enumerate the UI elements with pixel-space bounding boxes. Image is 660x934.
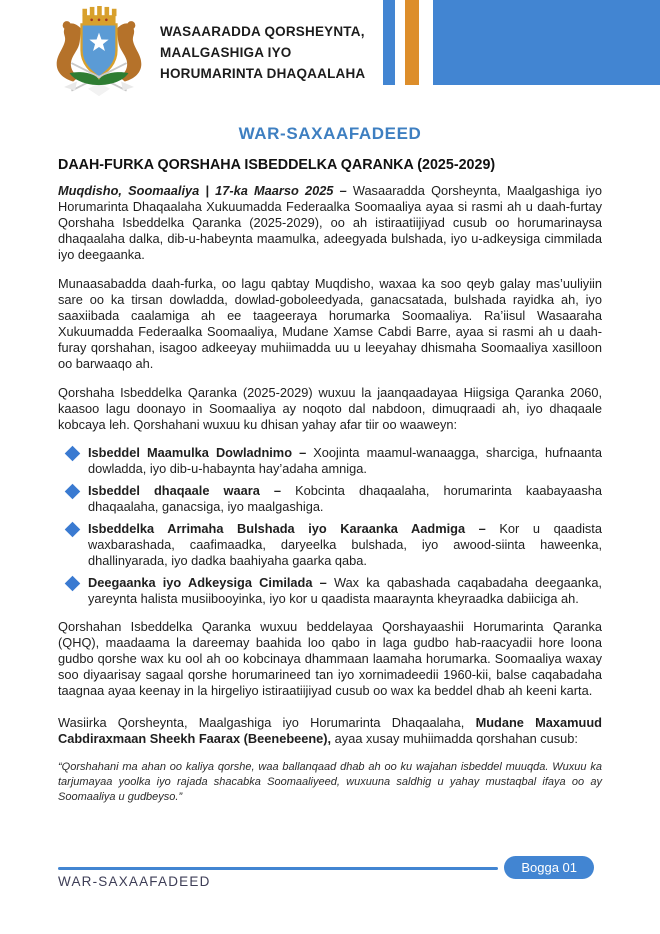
paragraph-vision: Qorshaha Isbeddelka Qaranka (2025-2029) wuxuu la jaanqaadayaa Hiigsiga Qaranka 2060, kaasoo lagu doonayo in Soomaaliya ay noqoto dal nabdoon, dimuqraadi ah, iyo dhaqaale kobcaya leh. Qorshahani wuxuu ku dhisan yahay afar tiir oo waaweyn: [58, 384, 602, 432]
minister-quote: “Qorshahani ma ahan oo kaliya qorshe, waa ballanqaad dhab ah oo ku wajahan isbeddel muuqda. Wuxuu ka tarjumayaa yoolka iyo rajada shacabka Soomaaliyeed, wuxuuna saldhig u yahay mustaqbal ifaya oo ay Soomaaliya u gudbeyso.” [58, 761, 602, 804]
ministry-line-3: HORUMARINTA DHAQAALAHA [160, 66, 366, 81]
paragraph-replacement: Qorshahan Isbeddelka Qaranka wuxuu beddelayaa Qorshayaashii Horumarinta Qaranka (QHQ), maadaama la dareemay baahida loo qabo in laga gudbo hab-raacyadii hore loona gudbo qorshe wax ku ool ah oo kobcinaya dhammaan laamaha horumarka. Soomaaliya waxay soo diyaarisay sagaal qorshe horumarineed tan iyo xornimadeedii 1960-kii, balse caqabadaha taagnaa ayaa keenay in la hirgeliyo istiraatiijiyad cusub oo wax ka beddel dhab ah keeni karta. [58, 619, 602, 699]
bullet-title: Isbeddel Maamulka Dowladnimo – [88, 445, 307, 461]
bullet-title: Deegaanka iyo Adkeysiga Cimilada – [88, 575, 327, 591]
paragraph-minister [58, 715, 602, 747]
footer-divider-line [58, 867, 498, 870]
header-accent-block-blue [433, 0, 660, 85]
footer-label: WAR-SAXAAFADEED [58, 874, 211, 889]
paragraph-ceremony: Munaasabadda daah-furka, oo lagu qabtay Muqdisho, waxaa ka soo qeyb galay mas’uuliyiin sare oo ka tirsan dowladda, dowlad-goboleedyada, ganacsatada, bulshada rayidka ah, iyo saaxiibada caalamiga ah ee taageeraya horumarka Soomaaliya. Ra’iisul Wasaaraha Xukuumadda Federaalka Soomaaliya, Mudane Xamse Cabdi Barre, ayaa si rasmi ah u daah-furay qorshahan, isagoo adkeeyay muhiimadda uu u leeyahay dhismaha Soomaaliya xasilloon oo barwaaqo ah. [58, 275, 602, 371]
bullet-body: Kobcinta dhaqaalaha, horumarinta kaabayaasha dhaqaalaha, ganacsiga, iyo maalgashiga. [88, 483, 602, 515]
diamond-bullet-icon [65, 446, 81, 462]
list-item [58, 483, 602, 515]
minister-name: Mudane Maxamuud Cabdiraxmaan Sheekh Faarax (Beenebeene), [58, 715, 602, 747]
crown [82, 6, 116, 23]
bullet-body: Kor u qaadista waxbarashada, caafimaadka, daryeelka bulshada, iyo awood-siinta haweenka, dhallinyarada, iyo dadka baahiyaha gaarka qaba. [88, 521, 602, 569]
diamond-bullet-icon [65, 522, 81, 538]
ministry-name [160, 21, 365, 84]
list-item [58, 445, 602, 477]
page-header [0, 0, 660, 100]
list-item [58, 521, 602, 569]
dateline-rest: Wasaaradda Qorsheynta, Maalgashiga iyo Horumarinta Dhaqaalaha Xukuumadda Federaalka Soomaaliya ayaa si rasmi ah u daah-furtay Qorshaha Isbeddelka Qaranka (2025-2029), oo ah istiraatiijiyad cusub oo horumarinaysa dhaqaalaha dalka, dib-u-habeynta maamulka, adeegyada bulshada, iyo u-adkeysiga cimmilada iyo deegaanka. [58, 183, 602, 262]
bullet-body: Xoojinta maamul-wanaagga, sharciga, hufnaanta dowladda, iyo dib-u-habaynta hay’adaha amniga. [88, 445, 602, 477]
diamond-bullet-icon [65, 576, 81, 592]
header-accent-bar-orange [405, 0, 419, 85]
list-item [58, 575, 602, 607]
document-body [58, 157, 602, 805]
ministry-line-1: WASAARADDA QORSHEYNTA, [160, 24, 365, 39]
paragraph-dateline [58, 183, 602, 263]
bullet-body: Wax ka qabashada caqabadaha deegaanka, yareynta halista musiibooyinka, iyo kor u qaadista maaraynta kheyraadka dabiiciga ah. [88, 575, 602, 607]
bullet-title: Isbeddel dhaqaale waara – [88, 483, 282, 499]
pillar-list [58, 445, 602, 607]
ministry-line-2: MAALGASHIGA IYO [160, 45, 292, 60]
diamond-bullet-icon [65, 484, 81, 500]
page-footer [58, 856, 602, 902]
dateline-lead: Muqdisho, Soomaaliya | 17-ka Maarso 2025 – [58, 183, 347, 198]
header-accent-bar-blue [383, 0, 395, 85]
minister-outro: ayaa xusay muhiimadda qorshahan cusub: [331, 731, 578, 747]
bullet-title: Isbeddelka Arrimaha Bulshada iyo Karaanka Aadmiga – [88, 521, 486, 537]
article-heading: DAAH-FURKA QORSHAHA ISBEDDELKA QARANKA (2025-2029) [58, 157, 496, 173]
document-title: WAR-SAXAAFADEED [238, 124, 422, 143]
somalia-coat-of-arms-icon [42, 6, 156, 98]
minister-intro: Wasiirka Qorsheynta, Maalgashiga iyo Horumarinta Dhaqaalaha, [58, 715, 476, 731]
page-number-badge: Bogga 01 [504, 856, 594, 879]
